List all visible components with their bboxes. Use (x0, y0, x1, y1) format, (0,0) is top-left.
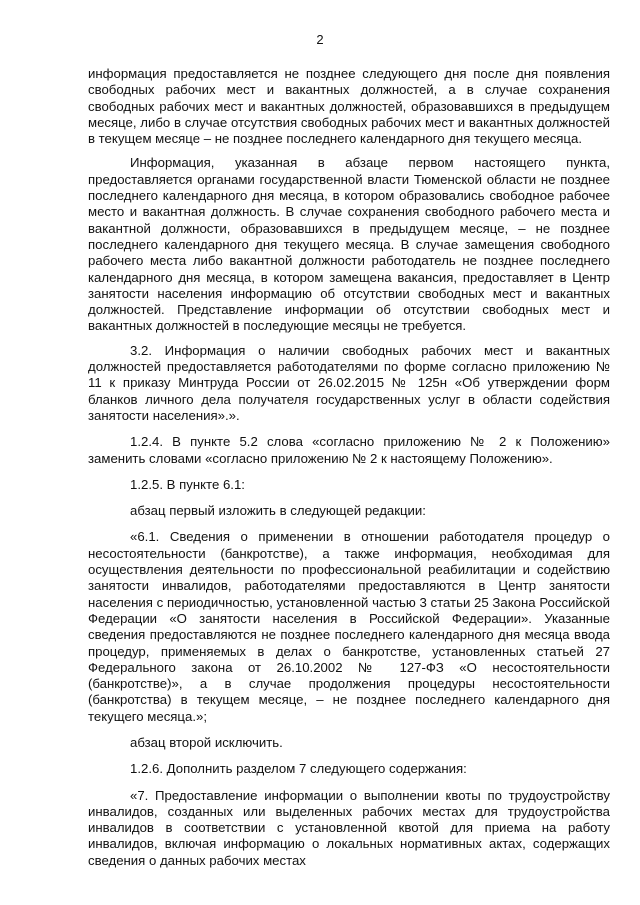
paragraph-second-abzac: абзац второй исключить. (130, 734, 283, 750)
paragraph-1-2-6: 1.2.6. Дополнить разделом 7 следующего содержания: (130, 761, 467, 777)
paragraph-1-2-5: 1.2.5. В пункте 6.1: (130, 476, 245, 492)
paragraph-section-7: «7. Предоставление информации о выполнении квоты по трудоустройству инвалидов, созданных или выделенных рабочих местах для трудоустройства инвалидов в соответствии с установленной квотой для приема на работу инвалидов, включая информацию о локальных нормативных актах, содержащих сведения о данных рабочих местах (88, 787, 610, 868)
paragraph-6-1: «6.1. Сведения о применении в отношении работодателя процедур о несостоятельности (банкротстве), а также информация, необходимая для осуществления деятельности по профессиональной реабилитации и содействию занятости инвалидов, работодателями предоставляются в Центр занятости населения с периодичностью, установленной частью 3 статьи 25 Закона Российской Федерации «О занятости населения в Российской Федерации». Указанные сведения предоставляются не позднее последнего календарного дня месяца ввода процедур, применяемых в делах о банкротстве, установленных статьей 27 Федерального закона от 26.10.2002 № 127-ФЗ «О несостоятельности (банкротстве)», а в случае продолжения процедуры несостоятельности (банкротства) в текущем месяце, – не позднее последнего календарного дня текущего месяца.»; (88, 529, 610, 724)
document-body (88, 66, 610, 869)
paragraph-information-term: Информация, указанная в абзаце первом настоящего пункта, предоставляется органами государственной власти Тюменской области не позднее последнего календарного дня месяца, в котором образовались свободное рабочее место и вакантная должность. В случае сохранения свободного рабочего места и вакантной должности, образовавшихся в предыдущем месяце, – не позднее последнего календарного дня текущего месяца. В случае замещения свободного рабочего места либо вакантной должности работодатель не позднее последнего календарного дня месяца, в котором замещена вакансия, предоставляет в Центр занятости населения информацию об отсутствии свободных мест и вакантных должностей. Представление информации об отсутствии свободных мест и вакантных должностей в последующие месяцы не требуется. (88, 155, 610, 334)
paragraph-continuation: информация предоставляется не позднее следующего дня после дня появления свободных рабочих мест и вакантных должностей, а в случае сохранения свободных рабочих мест и вакантных должностей, образовавшихся в предыдущем месяце, либо в случае отсутствия свободных рабочих мест и вакантных должностей в текущем месяце – не позднее последнего календарного дня текущего месяца. (88, 66, 610, 147)
page-number: 2 (316, 32, 324, 47)
paragraph-3-2: 3.2. Информация о наличии свободных рабочих мест и вакантных должностей предоставляется работодателями по форме согласно приложению № 11 к приказу Минтруда России от 26.02.2015 № 125н «Об утверждении форм бланков личного дела получателя государственных услуг в области содействия занятости населения».». (88, 342, 610, 423)
paragraph-1-2-4: 1.2.4. В пункте 5.2 слова «согласно приложению № 2 к Положению» заменить словами «согласно приложению № 2 к настоящему Положению». (88, 434, 610, 466)
paragraph-first-abzac: абзац первый изложить в следующей редакции: (130, 503, 426, 519)
